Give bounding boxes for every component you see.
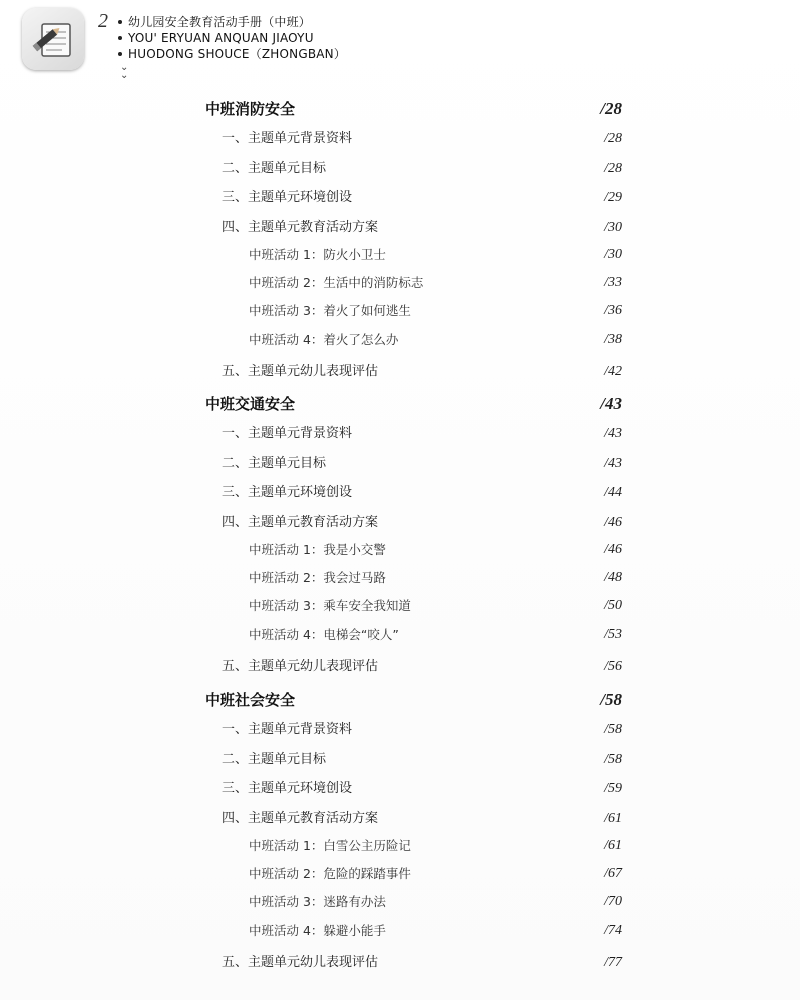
toc-activity-entry-page: /61 [604,837,622,853]
toc-entry-page: /44 [604,485,622,500]
toc-activity-entry[interactable] [249,889,622,915]
toc-entry-label: 四、主题单元教育活动方案 [222,514,379,530]
toc-entry-page: /28 [604,160,622,176]
toc-activity-entry[interactable] [249,593,622,619]
toc-entry-label: 四、主题单元教育活动方案 [222,219,379,235]
toc-activity-entry-page: /53 [604,626,622,642]
toc-entry[interactable] [222,950,622,976]
toc-activity-entry-page: /50 [604,598,622,614]
toc-activity-entry-page: /48 [604,569,622,585]
toc-entry[interactable] [222,747,622,773]
toc-activity-entry[interactable] [249,565,622,591]
toc-entry-page: /30 [604,219,622,235]
header-title-cn: 幼儿园安全教育活动手册（中班） [118,14,346,30]
toc-activity-entry-label: 中班活动 3：着火了如何逃生 [249,303,411,319]
toc-section-heading-page: /58 [600,690,622,709]
toc-entry-page: /28 [604,131,622,146]
toc-activity-entry-label: 中班活动 1：我是小交警 [249,541,386,557]
toc-entry[interactable] [222,359,622,385]
toc-entry[interactable] [222,421,622,447]
toc-activity-entry-label: 中班活动 2：危险的踩踏事件 [249,865,411,881]
toc-activity-entry[interactable] [249,537,622,563]
toc-activity-entry-page: /30 [604,246,622,262]
toc-entry-label: 二、主题单元目标 [222,455,327,471]
toc-activity-entry-label: 中班活动 2：生活中的消防标志 [249,274,424,290]
toc-entry-page: /46 [604,514,622,530]
toc-activity-entry-page: /38 [604,331,622,347]
toc-section-heading[interactable] [205,96,622,122]
toc-entry[interactable] [222,480,622,506]
toc-entry-label: 五、主题单元幼儿表现评估 [222,364,379,380]
toc-entry-label: 三、主题单元环境创设 [222,190,353,205]
toc-section-heading-label: 中班交通安全 [205,395,296,413]
toc-entry-label: 一、主题单元背景资料 [222,131,353,146]
toc-entry[interactable] [222,126,622,152]
toc-section-heading-page: /43 [600,394,622,413]
toc-activity-entry-page: /67 [604,865,622,881]
toc-activity-entry[interactable] [249,622,622,648]
toc-entry-page: /58 [604,751,622,767]
toc-entry-label: 五、主题单元幼儿表现评估 [222,955,379,971]
toc-activity-entry[interactable] [249,298,622,324]
toc-entry-page: /77 [604,955,622,971]
header-title-pinyin-1: YOU' ERYUAN ANQUAN JIAOYU [118,30,346,46]
toc-activity-entry[interactable] [249,861,622,887]
toc-activity-entry[interactable] [249,833,622,859]
toc-activity-entry-label: 中班活动 1：白雪公主历险记 [249,837,411,853]
toc-section-heading-label: 中班消防安全 [205,100,296,118]
toc-activity-entry[interactable] [249,242,622,268]
toc-section-heading[interactable] [205,391,622,417]
toc-activity-entry-page: /36 [604,303,622,319]
toc-entry-page: /56 [604,659,622,675]
page-number: 2 [98,10,108,32]
chevron-down-icon: ⌄ ⌄ [120,62,129,81]
toc-section-heading-label: 中班社会安全 [205,691,296,709]
toc-entry[interactable] [222,510,622,536]
toc-activity-entry[interactable] [249,270,622,296]
toc-entry-label: 一、主题单元背景资料 [222,722,353,737]
toc-entry-page: /58 [604,722,622,737]
toc-entry[interactable] [222,156,622,182]
toc-entry-page: /29 [604,190,622,205]
toc-entry-page: /59 [604,781,622,796]
toc-entry-label: 一、主题单元背景资料 [222,426,353,441]
toc-activity-entry-label: 中班活动 2：我会过马路 [249,569,386,585]
toc-entry-page: /42 [604,364,622,380]
toc-entry[interactable] [222,717,622,743]
toc-activity-entry-page: /70 [604,894,622,910]
toc-entry[interactable] [222,185,622,211]
toc-entry[interactable] [222,451,622,477]
toc-entry-page: /43 [604,455,622,471]
toc-activity-entry-label: 中班活动 4：着火了怎么办 [249,331,399,347]
toc-entry-label: 三、主题单元环境创设 [222,485,353,500]
toc-activity-entry-label: 中班活动 3：迷路有办法 [249,894,386,910]
toc-entry[interactable] [222,654,622,680]
toc-entry[interactable] [222,215,622,241]
toc-activity-entry-page: /74 [604,922,622,938]
toc-entry-page: /61 [604,810,622,826]
toc-entry-label: 二、主题单元目标 [222,751,327,767]
toc-entry-label: 四、主题单元教育活动方案 [222,810,379,826]
toc-section-heading[interactable] [205,687,622,713]
toc-activity-entry-page: /46 [604,541,622,557]
toc-entry[interactable] [222,776,622,802]
toc-activity-entry-label: 中班活动 1：防火小卫士 [249,246,386,262]
toc-entry-page: /43 [604,426,622,441]
toc-activity-entry-label: 中班活动 4：躲避小能手 [249,922,386,938]
toc-activity-entry-page: /33 [604,274,622,290]
toc-section-heading-page: /28 [600,99,622,118]
toc-entry[interactable] [222,806,622,832]
toc-entry-label: 二、主题单元目标 [222,160,327,176]
toc-activity-entry-label: 中班活动 3：乘车安全我知道 [249,598,411,614]
toc-activity-entry-label: 中班活动 4：电梯会“咬人” [249,626,399,642]
toc-entry-label: 三、主题单元环境创设 [222,781,353,796]
toc-entry-label: 五、主题单元幼儿表现评估 [222,659,379,675]
toc-activity-entry[interactable] [249,918,622,944]
header-title-pinyin-2: HUODONG SHOUCE（ZHONGBAN） [118,46,346,62]
toc-activity-entry[interactable] [249,327,622,353]
